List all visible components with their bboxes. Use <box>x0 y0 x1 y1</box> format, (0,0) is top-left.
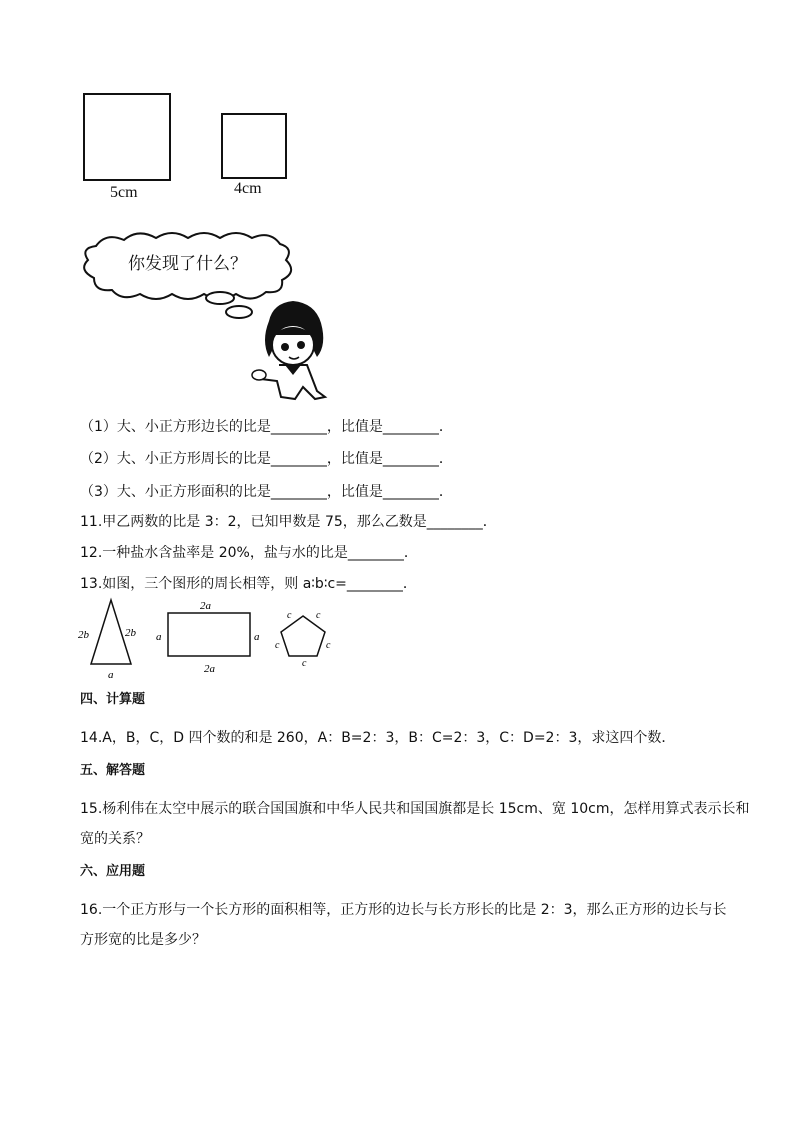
section-heading-application: 六、应用题 <box>80 864 146 879</box>
small-square-label: 4cm <box>234 180 262 197</box>
pentagon-side-label-1: c <box>287 610 292 621</box>
rectangle-top-label: 2a <box>200 600 211 612</box>
rectangle-shape <box>156 600 260 675</box>
triangle-right-label: 2b <box>125 627 136 639</box>
pentagon-side-label-2: c <box>316 610 321 621</box>
small-square <box>221 113 287 179</box>
question-16-line2: 方形宽的比是多少？ <box>80 932 206 948</box>
rectangle-left-label: a <box>156 631 162 643</box>
triangle-shape <box>78 600 137 680</box>
question-16-line1: 16.一个正方形与一个长方形的面积相等，正方形的边长与长方形长的比是 2：3，那么正方形的边长与长 <box>80 902 727 918</box>
question10-sub3: （3）大、小正方形面积的比是________，比值是________． <box>80 484 453 500</box>
big-square <box>83 93 171 181</box>
big-square-label: 5cm <box>110 184 138 201</box>
pentagon-side-label-5: c <box>302 658 307 669</box>
question-14: 14.A，B，C，D 四个数的和是 260，A：B=2：3，B：C=2：3，C：D=2：3，求这四个数． <box>80 730 676 746</box>
question-13: 13.如图，三个图形的周长相等，则 a∶b∶c=________． <box>80 576 417 592</box>
section-heading-answer: 五、解答题 <box>80 763 146 778</box>
perimeter-shapes-figure <box>76 596 346 680</box>
question-11: 11.甲乙两数的比是 3：2，已知甲数是 75，那么乙数是________． <box>80 514 497 530</box>
pentagon-shape <box>275 610 331 669</box>
question-15-line2: 宽的关系？ <box>80 831 150 847</box>
bubble-text: 你发现了什么？ <box>128 254 247 274</box>
thought-dot-2 <box>226 306 252 318</box>
rectangle-bottom-label: 2a <box>204 663 215 675</box>
question-15-line1: 15.杨利伟在太空中展示的联合国国旗和中华人民共和国国旗都是长 15cm、宽 10cm，怎样用算式表示长和 <box>80 801 750 817</box>
question10-sub2: （2）大、小正方形周长的比是________，比值是________． <box>80 451 453 467</box>
pentagon-side-label-3: c <box>275 640 280 651</box>
question10-sub1: （1）大、小正方形边长的比是________，比值是________． <box>80 419 453 435</box>
triangle-bottom-label: a <box>108 669 114 680</box>
question-12: 12.一种盐水含盐率是 20%，盐与水的比是________． <box>80 545 418 561</box>
girl-illustration <box>252 301 325 399</box>
section-heading-calculation: 四、计算题 <box>80 692 146 707</box>
triangle-left-label: 2b <box>78 629 89 641</box>
thought-dot-1 <box>206 292 234 304</box>
pentagon-side-label-4: c <box>326 640 331 651</box>
rectangle-right-label: a <box>254 631 260 643</box>
